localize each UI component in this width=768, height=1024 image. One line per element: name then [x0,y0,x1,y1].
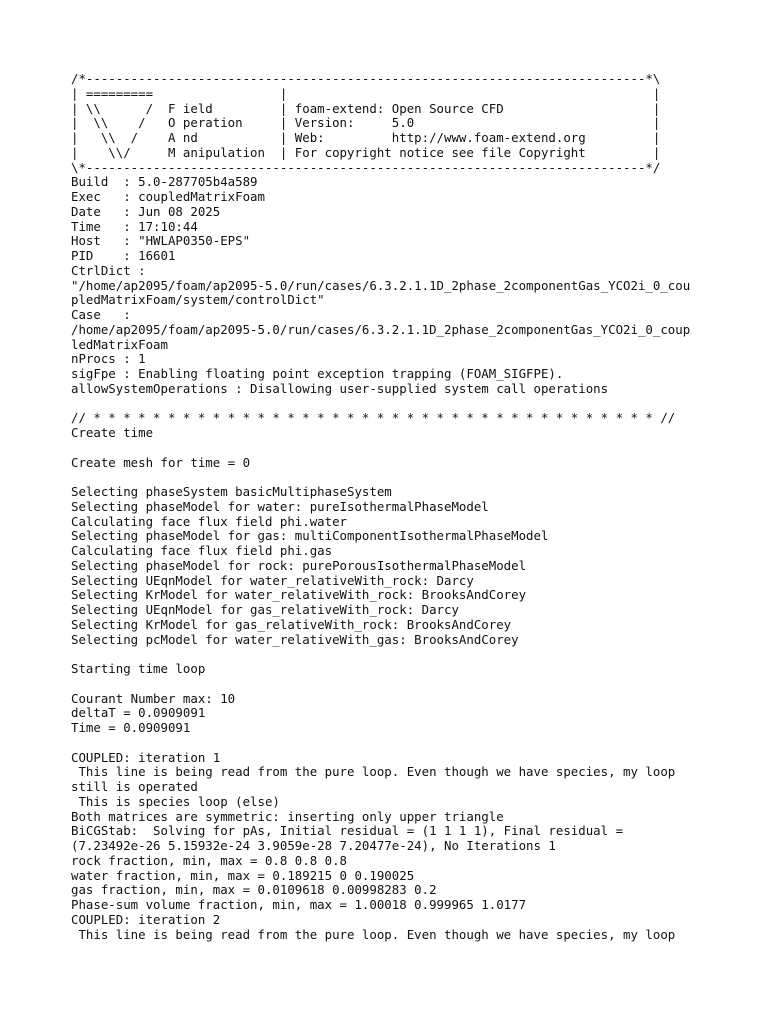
log-line: PID : 16601 [71,248,176,263]
log-line: Phase-sum volume fraction, min, max = 1.00018 0.999965 1.0177 [71,897,527,912]
log-line: Selecting phaseModel for water: pureIsothermalPhaseModel [71,498,489,514]
log-line: | ========= | | [71,85,661,101]
log-line: Calculating face flux field phi.water [71,513,348,529]
log-line: This is species loop (else) [71,793,280,809]
log-line [71,736,761,751]
log-line: BiCGStab: Solving for pAs, Initial residual = (1 1 1 1), Final residual = [71,823,624,839]
log-line: Create time [71,425,154,440]
log-line: Selecting phaseModel for rock: purePorousIsothermalPhaseModel [71,557,527,573]
log-line: deltaT = 0.0909091 [71,705,206,721]
log-document [71,72,761,942]
log-line: Selecting UEqnModel for water_relativeWith_rock: Darcy [71,572,474,588]
log-line: | \\ / O peration | Version: 5.0 | [71,115,661,131]
log-line: // * * * * * * * * * * * * * * * * * * * * * * * * * * * * * * * * * * * * * * // [71,410,676,426]
log-line: Time : 17:10:44 [71,218,198,234]
log-line [71,677,761,692]
log-line: Selecting phaseSystem basicMultiphaseSystem [71,484,392,499]
log-line: This line is being read from the pure loop. Even though we have species, my loop [71,764,676,780]
log-line [71,647,761,662]
log-line: /*---------------------------------------------------------------------------*\ [71,71,661,86]
log-line: | \\ / F ield | foam-extend: Open Source CFD | [71,100,661,116]
log-line: Both matrices are symmetric: inserting only upper triangle [71,808,504,824]
log-line: | \\/ M anipulation | For copyright notice see file Copyright | [71,144,661,160]
log-line: rock fraction, min, max = 0.8 0.8 0.8 [71,852,348,868]
log-line: gas fraction, min, max = 0.0109618 0.00998283 0.2 [71,882,437,898]
log-line: Selecting pcModel for water_relativeWith_gas: BrooksAndCorey [71,631,519,647]
log-line: Selecting KrModel for gas_relativeWith_rock: BrooksAndCorey [71,616,512,632]
log-line [71,470,761,485]
log-line: This line is being read from the pure loop. Even though we have species, my loop [71,926,676,942]
log-line: Build : 5.0-287705b4a589 [71,174,258,190]
log-line: ledMatrixFoam [71,336,168,352]
log-line: Time = 0.0909091 [71,720,191,735]
log-line: Starting time loop [71,661,206,676]
log-line: Host : "HWLAP0350-EPS" [71,233,251,249]
log-line: still is operated [71,779,198,794]
log-line: water fraction, min, max = 0.189215 0 0.190025 [71,867,415,883]
log-line: COUPLED: iteration 1 [71,749,221,765]
log-line [71,441,761,456]
log-line: Calculating face flux field phi.gas [71,543,333,558]
log-line: Selecting phaseModel for gas: multiComponentIsothermalPhaseModel [71,528,549,544]
log-line: pledMatrixFoam/system/controlDict" [71,292,325,308]
log-line: (7.23492e-26 5.15932e-24 3.9059e-28 7.20477e-24), No Iterations 1 [71,838,556,853]
log-line: Selecting UEqnModel for gas_relativeWith_rock: Darcy [71,602,459,617]
log-line: allowSystemOperations : Disallowing user-supplied system call operations [71,380,609,396]
log-line: Courant Number max: 10 [71,690,236,706]
log-line: \*---------------------------------------------------------------------------*/ [71,159,661,175]
log-line: | \\ / A nd | Web: http://www.foam-extend.org | [71,130,661,145]
log-line [71,397,761,412]
log-line: /home/ap2095/foam/ap2095-5.0/run/cases/6.3.2.1.1D_2phase_2componentGas_YCO2i_0_coup [71,321,691,337]
log-line: Create mesh for time = 0 [71,454,251,470]
log-line: CtrlDict : [71,262,146,278]
log-line: "/home/ap2095/foam/ap2095-5.0/run/cases/6.3.2.1.1D_2phase_2componentGas_YCO2i_0_cou [71,277,691,293]
log-line: Exec : coupledMatrixFoam [71,189,265,204]
log-line: Date : Jun 08 2025 [71,203,221,219]
log-line: COUPLED: iteration 2 [71,911,221,927]
log-line: nProcs : 1 [71,351,146,367]
log-line: Case : [71,307,131,322]
log-line: Selecting KrModel for water_relativeWith_rock: BrooksAndCorey [71,587,527,603]
log-line: sigFpe : Enabling floating point exception trapping (FOAM_SIGFPE). [71,366,564,381]
